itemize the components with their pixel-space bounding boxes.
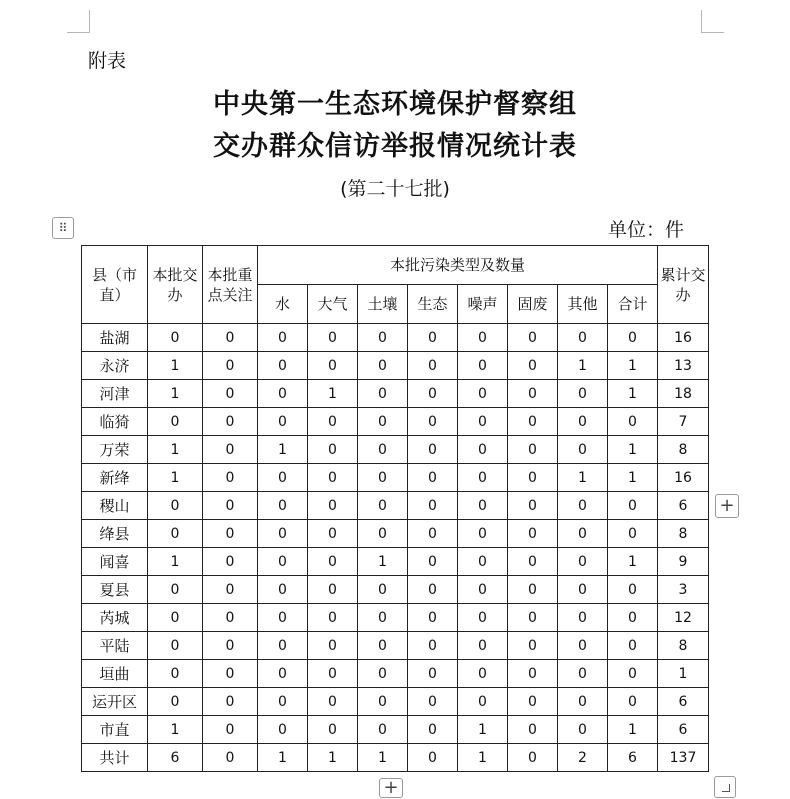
table-cell: 0	[558, 492, 608, 520]
table-cell: 1	[608, 716, 658, 744]
table-cell: 12	[658, 604, 709, 632]
table-cell: 6	[658, 716, 709, 744]
table-cell: 0	[308, 492, 358, 520]
table-cell: 0	[203, 576, 258, 604]
header-pollution-type: 其他	[558, 285, 608, 324]
table-cell: 0	[508, 604, 558, 632]
table-cell: 0	[608, 324, 658, 352]
table-cell: 0	[148, 576, 203, 604]
header-key-focus: 本批重点关注	[203, 246, 258, 324]
table-cell: 0	[408, 744, 458, 772]
document-title-line1: 中央第一生态环境保护督察组	[213, 89, 577, 120]
table-total-row	[82, 744, 709, 772]
table-cell: 0	[558, 660, 608, 688]
statistics-table	[81, 245, 709, 772]
header-this-batch: 本批交办	[148, 246, 203, 324]
table-cell: 0	[358, 380, 408, 408]
header-pollution-type: 水	[258, 285, 308, 324]
table-cell: 2	[558, 744, 608, 772]
table-cell: 0	[608, 632, 658, 660]
table-cell: 0	[308, 548, 358, 576]
table-cell: 0	[408, 380, 458, 408]
table-cell: 0	[408, 688, 458, 716]
table-cell: 1	[148, 380, 203, 408]
table-cell: 0	[308, 716, 358, 744]
table-cell: 0	[458, 380, 508, 408]
table-cell: 0	[308, 520, 358, 548]
table-cell: 0	[203, 660, 258, 688]
table-cell: 0	[558, 688, 608, 716]
table-cell: 0	[458, 352, 508, 380]
table-cell: 137	[658, 744, 709, 772]
table-cell: 0	[408, 492, 458, 520]
table-cell: 0	[258, 688, 308, 716]
table-cell: 0	[508, 576, 558, 604]
county-name-cell: 市直	[82, 716, 148, 744]
page-corner-marker-left	[67, 10, 90, 33]
table-cell: 0	[258, 716, 308, 744]
table-cell: 0	[608, 576, 658, 604]
table-cell: 0	[258, 660, 308, 688]
table-cell: 0	[358, 660, 408, 688]
page-corner-marker-right	[701, 10, 724, 33]
table-row	[82, 604, 709, 632]
table-cell: 0	[458, 688, 508, 716]
header-pollution-type: 生态	[408, 285, 458, 324]
table-cell: 0	[558, 548, 608, 576]
county-name-cell: 永济	[82, 352, 148, 380]
table-cell: 0	[148, 604, 203, 632]
table-cell: 0	[358, 436, 408, 464]
county-name-cell: 平陆	[82, 632, 148, 660]
table-cell: 0	[458, 632, 508, 660]
table-cell: 0	[308, 576, 358, 604]
table-cell: 6	[148, 744, 203, 772]
table-cell: 0	[148, 688, 203, 716]
table-cell: 0	[258, 604, 308, 632]
table-cell: 0	[148, 408, 203, 436]
table-row	[82, 492, 709, 520]
table-cell: 0	[308, 464, 358, 492]
county-name-cell: 芮城	[82, 604, 148, 632]
table-cell: 0	[458, 660, 508, 688]
table-cell: 0	[508, 436, 558, 464]
header-pollution-type: 合计	[608, 285, 658, 324]
table-cell: 0	[558, 716, 608, 744]
table-cell: 0	[308, 352, 358, 380]
table-cell: 0	[508, 324, 558, 352]
table-cell: 1	[308, 380, 358, 408]
table-cell: 0	[308, 408, 358, 436]
table-cell: 0	[358, 688, 408, 716]
table-cell: 0	[203, 548, 258, 576]
table-cell: 0	[458, 492, 508, 520]
table-cell: 0	[558, 604, 608, 632]
table-row	[82, 380, 709, 408]
table-cell: 0	[408, 520, 458, 548]
table-cell: 0	[458, 520, 508, 548]
table-cell: 0	[508, 520, 558, 548]
table-cell: 1	[358, 548, 408, 576]
table-cell: 0	[608, 492, 658, 520]
county-name-cell: 万荣	[82, 436, 148, 464]
table-cell: 0	[508, 744, 558, 772]
table-cell: 0	[203, 492, 258, 520]
table-cell: 1	[148, 464, 203, 492]
table-cell: 0	[408, 548, 458, 576]
table-cell: 0	[608, 604, 658, 632]
table-row	[82, 464, 709, 492]
table-cell: 0	[258, 380, 308, 408]
table-cell: 0	[458, 408, 508, 436]
table-row	[82, 324, 709, 352]
appendix-label: 附表	[88, 50, 127, 72]
header-pollution-type: 土壤	[358, 285, 408, 324]
table-cell: 7	[658, 408, 709, 436]
header-pollution-type: 噪声	[458, 285, 508, 324]
table-cell: 0	[358, 632, 408, 660]
table-cell: 0	[358, 492, 408, 520]
table-cell: 0	[408, 632, 458, 660]
county-name-cell: 共计	[82, 744, 148, 772]
table-cell: 0	[458, 604, 508, 632]
table-cell: 0	[608, 688, 658, 716]
table-cell: 1	[608, 436, 658, 464]
table-row	[82, 688, 709, 716]
header-pollution-group: 本批污染类型及数量	[258, 246, 658, 285]
table-cell: 0	[258, 632, 308, 660]
county-name-cell: 稷山	[82, 492, 148, 520]
county-name-cell: 新绛	[82, 464, 148, 492]
table-cell: 3	[658, 576, 709, 604]
table-cell: 8	[658, 520, 709, 548]
table-cell: 0	[148, 520, 203, 548]
table-cell: 0	[358, 520, 408, 548]
table-cell: 0	[408, 716, 458, 744]
table-cell: 0	[308, 604, 358, 632]
unit-label: 单位：件	[608, 219, 685, 241]
table-cell: 1	[148, 716, 203, 744]
table-cell: 0	[508, 716, 558, 744]
table-cell: 1	[308, 744, 358, 772]
table-cell: 0	[458, 464, 508, 492]
table-cell: 13	[658, 352, 709, 380]
table-cell: 0	[408, 660, 458, 688]
table-cell: 1	[148, 436, 203, 464]
table-cell: 0	[203, 688, 258, 716]
table-cell: 0	[358, 604, 408, 632]
table-cell: 1	[558, 352, 608, 380]
header-cumulative: 累计交办	[658, 246, 709, 324]
table-cell: 0	[203, 408, 258, 436]
table-cell: 18	[658, 380, 709, 408]
table-row	[82, 632, 709, 660]
table-cell: 0	[308, 660, 358, 688]
table-cell: 1	[358, 744, 408, 772]
table-cell: 0	[458, 436, 508, 464]
table-cell: 0	[508, 660, 558, 688]
table-cell: 0	[258, 520, 308, 548]
table-cell: 16	[658, 464, 709, 492]
table-cell: 0	[258, 464, 308, 492]
table-cell: 1	[148, 352, 203, 380]
table-cell: 0	[148, 632, 203, 660]
table-row	[82, 520, 709, 548]
table-cell: 9	[658, 548, 709, 576]
table-cell: 6	[608, 744, 658, 772]
table-row	[82, 548, 709, 576]
table-cell: 1	[258, 436, 308, 464]
table-resize-handle-icon[interactable]	[714, 776, 736, 798]
table-cell: 0	[508, 688, 558, 716]
table-cell: 0	[203, 520, 258, 548]
county-name-cell: 运开区	[82, 688, 148, 716]
table-cell: 0	[203, 744, 258, 772]
table-cell: 0	[508, 492, 558, 520]
table-cell: 0	[258, 492, 308, 520]
table-cell: 8	[658, 632, 709, 660]
county-name-cell: 垣曲	[82, 660, 148, 688]
table-cell: 0	[608, 408, 658, 436]
add-row-button[interactable]: +	[379, 778, 403, 798]
table-cell: 0	[358, 352, 408, 380]
table-cell: 0	[203, 604, 258, 632]
table-move-handle-icon[interactable]: ⠿	[52, 217, 74, 239]
table-row	[82, 352, 709, 380]
table-cell: 0	[358, 464, 408, 492]
table-cell: 0	[558, 520, 608, 548]
table-cell: 0	[408, 604, 458, 632]
table-cell: 0	[308, 688, 358, 716]
table-cell: 0	[408, 324, 458, 352]
table-cell: 0	[508, 408, 558, 436]
table-cell: 0	[558, 324, 608, 352]
table-cell: 6	[658, 688, 709, 716]
table-cell: 0	[458, 324, 508, 352]
table-cell: 0	[608, 520, 658, 548]
table-cell: 0	[458, 548, 508, 576]
table-cell: 0	[558, 380, 608, 408]
table-row	[82, 576, 709, 604]
table-cell: 1	[558, 464, 608, 492]
table-cell: 0	[258, 408, 308, 436]
table-row	[82, 716, 709, 744]
table-cell: 0	[508, 548, 558, 576]
table-cell: 0	[508, 380, 558, 408]
table-cell: 0	[258, 324, 308, 352]
table-cell: 1	[608, 380, 658, 408]
table-cell: 0	[358, 324, 408, 352]
county-name-cell: 绛县	[82, 520, 148, 548]
document-title-line2: 交办群众信访举报情况统计表	[213, 131, 577, 162]
table-cell: 0	[408, 408, 458, 436]
table-cell: 6	[658, 492, 709, 520]
table-cell: 0	[358, 408, 408, 436]
county-name-cell: 盐湖	[82, 324, 148, 352]
header-county: 县（市直）	[82, 246, 148, 324]
table-cell: 0	[203, 352, 258, 380]
table-cell: 0	[203, 464, 258, 492]
table-cell: 1	[258, 744, 308, 772]
table-cell: 1	[458, 716, 508, 744]
table-cell: 0	[358, 576, 408, 604]
table-cell: 0	[203, 436, 258, 464]
table-cell: 0	[308, 632, 358, 660]
county-name-cell: 临猗	[82, 408, 148, 436]
add-column-button[interactable]: +	[715, 494, 739, 518]
table-cell: 0	[558, 576, 608, 604]
county-name-cell: 夏县	[82, 576, 148, 604]
table-cell: 0	[258, 576, 308, 604]
table-cell: 0	[148, 492, 203, 520]
table-cell: 0	[358, 716, 408, 744]
table-cell: 1	[608, 548, 658, 576]
table-cell: 1	[458, 744, 508, 772]
table-cell: 0	[408, 436, 458, 464]
table-cell: 1	[608, 352, 658, 380]
county-name-cell: 闻喜	[82, 548, 148, 576]
table-cell: 0	[408, 352, 458, 380]
table-cell: 0	[258, 548, 308, 576]
table-cell: 0	[308, 324, 358, 352]
table-cell: 0	[203, 324, 258, 352]
table-row	[82, 408, 709, 436]
table-cell: 0	[508, 632, 558, 660]
table-cell: 0	[558, 632, 608, 660]
table-cell: 1	[148, 548, 203, 576]
table-row	[82, 660, 709, 688]
table-cell: 0	[203, 716, 258, 744]
table-cell: 1	[608, 464, 658, 492]
table-cell: 0	[408, 464, 458, 492]
table-cell: 0	[203, 380, 258, 408]
batch-label: (第二十七批)	[340, 178, 450, 200]
table-cell: 0	[148, 660, 203, 688]
table-cell: 0	[148, 324, 203, 352]
table-cell: 16	[658, 324, 709, 352]
table-cell: 8	[658, 436, 709, 464]
header-pollution-type: 大气	[308, 285, 358, 324]
table-cell: 0	[258, 352, 308, 380]
table-cell: 0	[558, 408, 608, 436]
table-cell: 0	[508, 352, 558, 380]
table-cell: 0	[408, 576, 458, 604]
county-name-cell: 河津	[82, 380, 148, 408]
table-cell: 0	[608, 660, 658, 688]
table-cell: 0	[508, 464, 558, 492]
header-pollution-type: 固废	[508, 285, 558, 324]
table-cell: 0	[203, 632, 258, 660]
table-row	[82, 436, 709, 464]
table-cell: 0	[308, 436, 358, 464]
table-cell: 0	[558, 436, 608, 464]
table-cell: 0	[458, 576, 508, 604]
table-cell: 1	[658, 660, 709, 688]
